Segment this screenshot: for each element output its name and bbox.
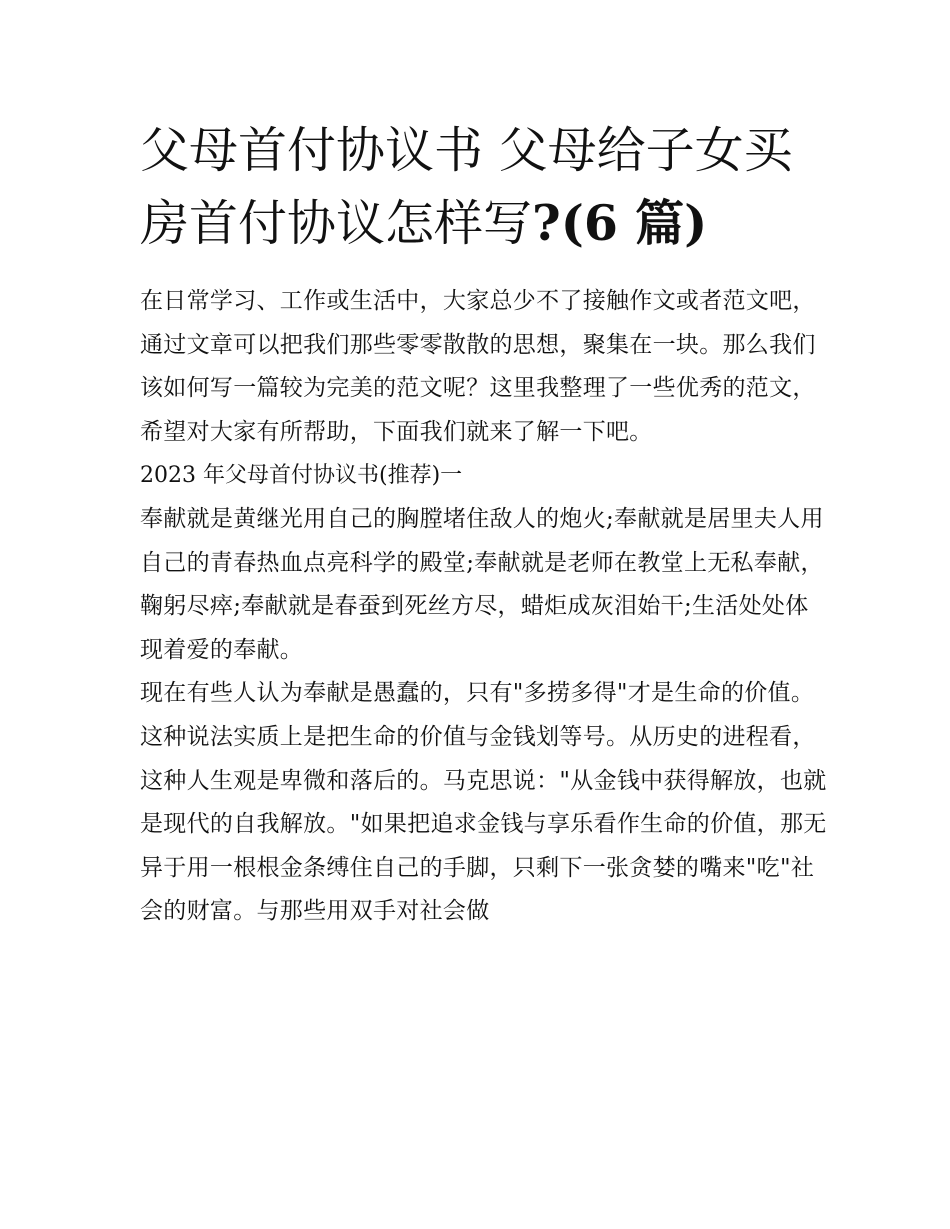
body-paragraph-1: 奉献就是黄继光用自己的胸膛堵住敌人的炮火;奉献就是居里夫人用自己的青春热血点亮科学的殿堂;奉献就是老师在教堂上无私奉献，鞠躬尽瘁;奉献就是春蚕到死丝方尽，蜡炬成灰泪始干;生活处处体现着爱的奉献。	[140, 505, 824, 663]
document-title	[140, 114, 830, 260]
title-main: 父母首付协议书 父母给子女买房首付协议怎样写	[140, 122, 793, 252]
body-paragraph-2: 现在有些人认为奉献是愚蠢的，只有"多捞多得"才是生命的价值。这种说法实质上是把生命的价值与金钱划等号。从历史的进程看，这种人生观是卑微和落后的。马克思说："从金钱中获得解放，也就是现代的自我解放。"如果把追求金钱与享乐看作生命的价值，那无异于用一根根金条缚住自己的手脚，只剩下一张贪婪的嘴来"吃"社会的财富。与那些用双手对社会做	[140, 680, 827, 925]
document-body	[140, 280, 830, 934]
intro-paragraph: 在日常学习、工作或生活中，大家总少不了接触作文或者范文吧，通过文章可以把我们那些零零散散的思想，聚集在一块。那么我们该如何写一篇较为完美的范文呢？这里我整理了一些优秀的范文，希望对大家有所帮助，下面我们就来了解一下吧。	[140, 288, 816, 445]
title-tail: ?(6 篇)	[532, 194, 708, 252]
section-heading: 2023 年父母首付协议书(推荐)一	[140, 463, 463, 489]
